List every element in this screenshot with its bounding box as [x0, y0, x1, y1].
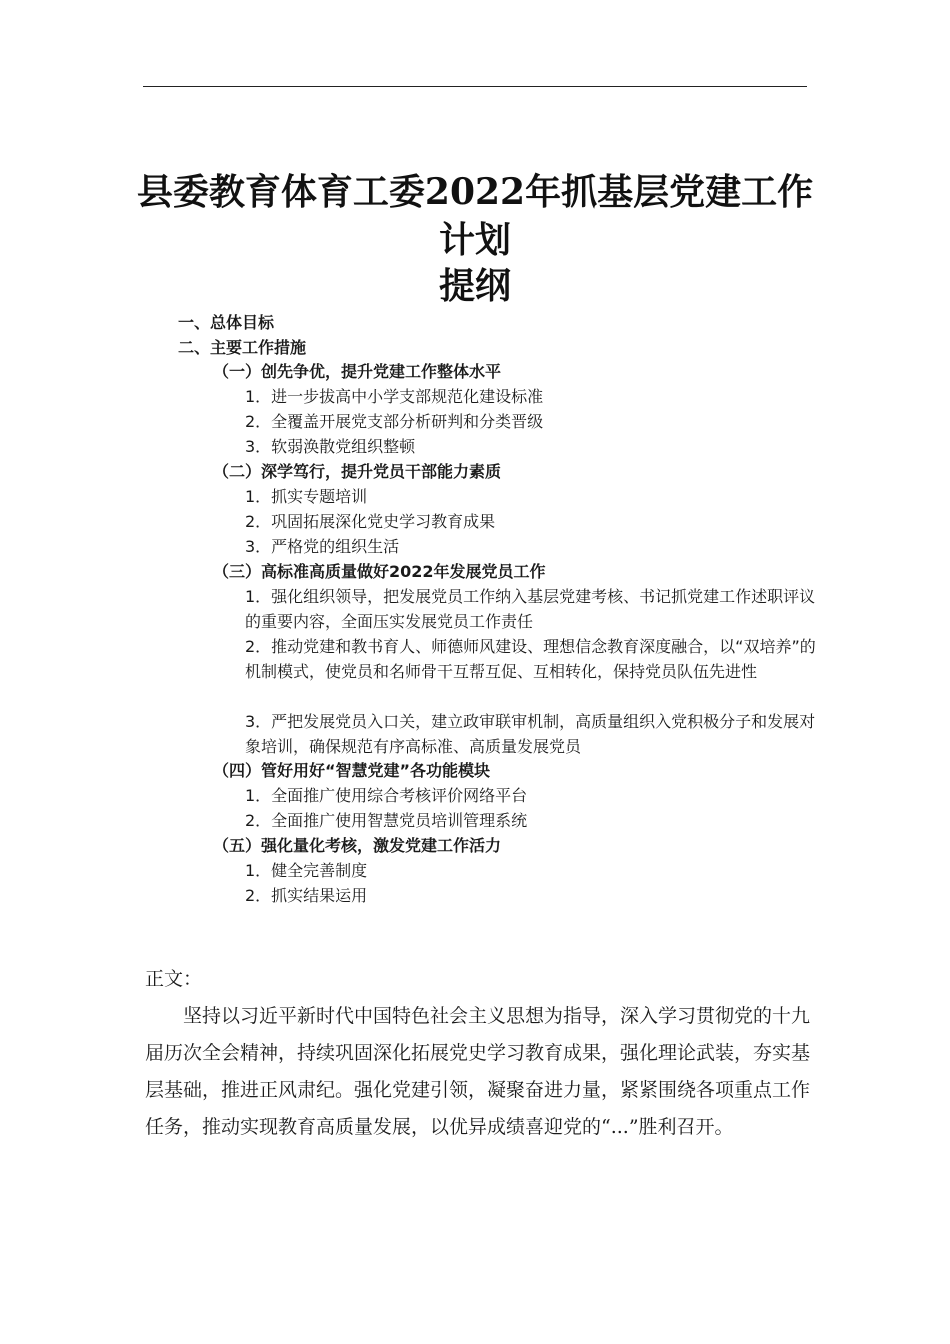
outline-section-2: 二、主要工作措施: [178, 338, 307, 357]
outline-group-3: （三）高标准高质量做好2022年发展党员工作: [213, 562, 546, 581]
body-paragraph: 坚持以习近平新时代中国特色社会主义思想为指导，深入学习贯彻党的十九届历次全会精神，持续巩固深化拓展党史学习教育成果，强化理论武装，夯实基层基础，推进正风肃纪。强化党建引领，凝聚奋进力量，紧紧围绕各项重点工作任务，推动实现教育高质量发展，以优异成绩喜迎党的“...”胜利召开。: [145, 1005, 811, 1138]
outline-item-1-1: 1．进一步拔高中小学支部规范化建设标准: [245, 387, 544, 406]
outline-item-1-3: 3．软弱涣散党组织整顿: [245, 437, 416, 456]
outline-item-4-1: 1．全面推广使用综合考核评价网络平台: [245, 786, 528, 805]
outline-group-1: （一）创先争优，提升党建工作整体水平: [213, 362, 502, 381]
outline-item-5-2: 2．抓实结果运用: [245, 886, 368, 905]
outline-item-2-2: 2．巩固拓展深化党史学习教育成果: [245, 512, 496, 531]
outline-group-2: （二）深学笃行，提升党员干部能力素质: [213, 462, 502, 481]
outline-item-5-1: 1．健全完善制度: [245, 861, 368, 880]
document-title-line-3: 提纲: [438, 265, 511, 307]
outline-section-1: 一、总体目标: [178, 313, 275, 332]
outline-item-2-3: 3．严格党的组织生活: [245, 537, 400, 556]
outline-item-1-2: 2．全覆盖开展党支部分析研判和分类晋级: [245, 412, 544, 431]
outline-group-5: （五）强化量化考核，激发党建工作活力: [213, 836, 502, 855]
outline-group-4: （四）管好用好“智慧党建”各功能模块: [213, 761, 491, 780]
outline-item-3-3: 3．严把发展党员入口关，建立政审联审机制，高质量组织入党积极分子和发展对象培训，确保规范有序高标准、高质量发展党员: [245, 712, 816, 756]
header-rule: [143, 86, 807, 87]
document-title-line-1: 县委教育体育工委2022年抓基层党建工作: [136, 171, 814, 213]
document-title-line-2: 计划: [438, 219, 511, 261]
outline-item-3-1: 1．强化组织领导，把发展党员工作纳入基层党建考核、书记抓党建工作述职评议的重要内容，全面压实发展党员工作责任: [245, 587, 816, 631]
outline-item-3-2: 2．推动党建和教书育人、师德师风建设、理想信念教育深度融合，以“双培养”的机制模式，使党员和名师骨干互帮互促、互相转化，保持党员队伍先进性: [245, 637, 816, 681]
outline-item-2-1: 1．抓实专题培训: [245, 487, 368, 506]
body-label: 正文：: [145, 968, 203, 990]
outline-item-4-2: 2．全面推广使用智慧党员培训管理系统: [245, 811, 528, 830]
